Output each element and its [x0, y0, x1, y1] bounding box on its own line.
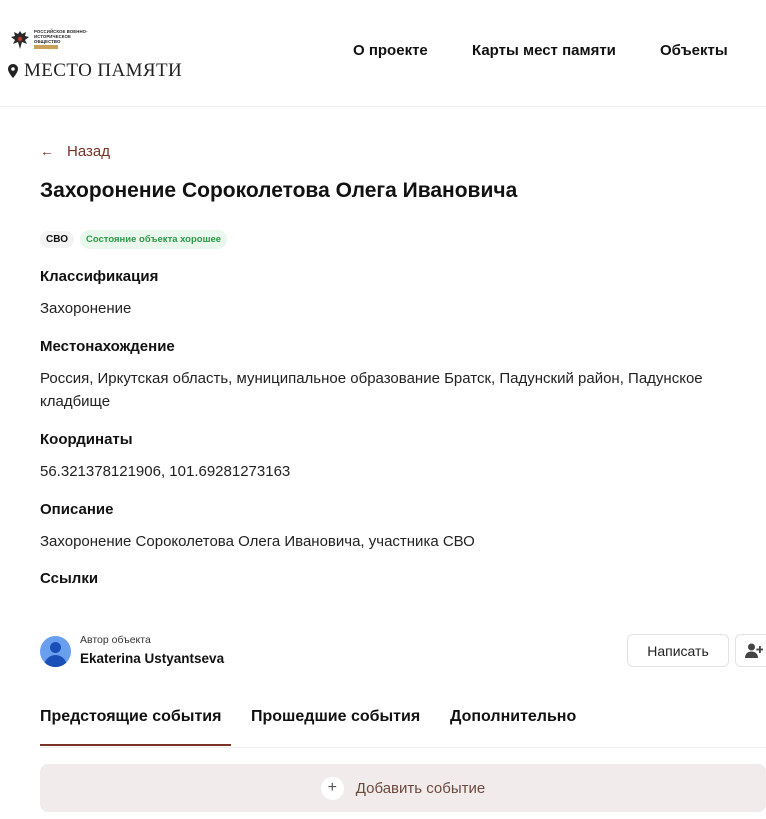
add-event-button[interactable] [40, 764, 766, 812]
event-tabs [40, 706, 766, 748]
classification-label: Классификация [40, 268, 159, 285]
avatar-body [44, 655, 67, 667]
author-caption: Автор объекта [80, 634, 151, 646]
coordinates-value: 56.321378121906, 101.69281273163 [40, 463, 291, 480]
back-label: Назад [67, 142, 110, 160]
add-event-label: Добавить событие [355, 779, 486, 797]
tab-upcoming-events[interactable]: Предстоящие события [40, 708, 222, 725]
classification-value: Захоронение [40, 300, 132, 317]
active-tab-indicator [40, 744, 231, 746]
nav-about[interactable]: О проекте [353, 42, 428, 59]
author-block [40, 634, 766, 674]
write-message-button[interactable]: Написать [627, 634, 729, 667]
tag-svo: СВО [40, 231, 74, 248]
person-add-icon [745, 643, 763, 659]
tab-additional[interactable]: Дополнительно [450, 708, 577, 725]
org-name: РОССИЙСКОЕ ВОЕННО-ИСТОРИЧЕСКОЕ ОБЩЕСТВО [34, 29, 94, 49]
double-headed-eagle-icon [8, 28, 32, 52]
nav-maps[interactable]: Карты мест памяти [472, 42, 616, 59]
page-title: Захоронение Сороколетова Олега Ивановича [40, 179, 518, 202]
avatar[interactable] [40, 636, 71, 667]
location-value: Россия, Иркутская область, муниципальное образование Братск, Падунский район, Падунское кладбище [40, 370, 703, 410]
tab-past-events[interactable]: Прошедшие события [251, 708, 421, 725]
status-badge: Состояние объекта хорошее [80, 230, 227, 249]
coordinates-label: Координаты [40, 431, 133, 448]
location-label: Местонахождение [40, 338, 175, 355]
brand-name: МЕСТО ПАМЯТИ [24, 60, 183, 81]
site-header [0, 0, 766, 107]
description-label: Описание [40, 501, 114, 518]
org-badge [34, 45, 58, 49]
map-pin-icon [8, 64, 18, 78]
description-value: Захоронение Сороколетова Олега Ивановича, участника СВО [40, 533, 475, 550]
avatar-head [50, 642, 61, 653]
object-tags [40, 230, 227, 249]
author-name[interactable]: Ekaterina Ustyantseva [80, 651, 225, 666]
brand-logo[interactable] [8, 60, 182, 82]
plus-icon: + [321, 777, 344, 800]
links-label: Ссылки [40, 570, 99, 587]
arrow-left-icon: ← [40, 143, 54, 159]
nav-objects[interactable]: Объекты [660, 42, 728, 59]
back-link[interactable] [40, 141, 110, 161]
add-friend-button[interactable] [735, 634, 766, 667]
